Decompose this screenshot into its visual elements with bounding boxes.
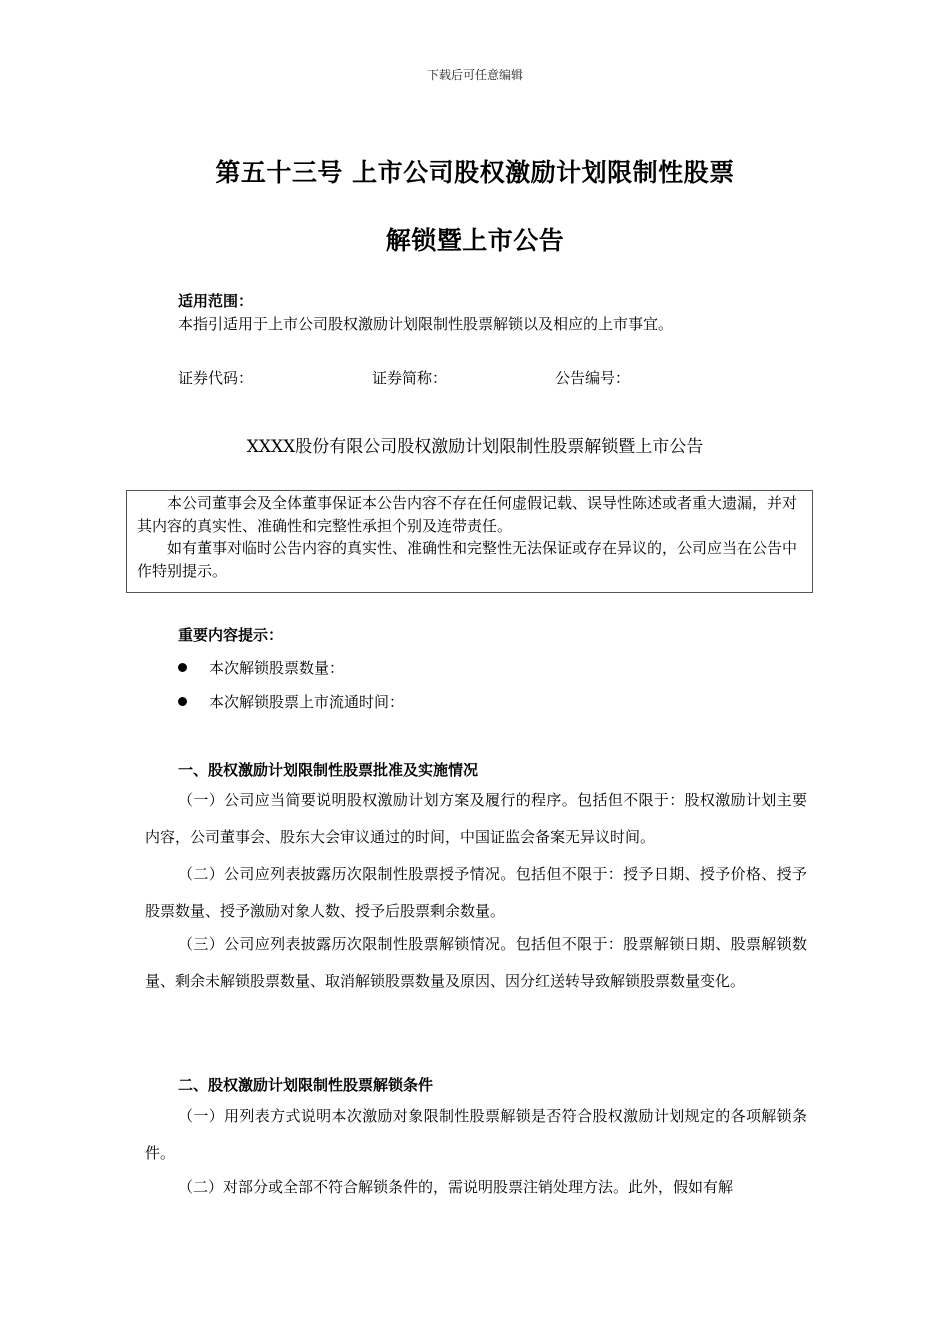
scope-label: 适用范围： (178, 292, 254, 310)
section-1-paragraph-1: （一）公司应当简要说明股权激励计划方案及履行的程序。包括但不限于：股权激励计划主要内容，公司董事会、股东大会审议通过的时间，中国证监会备案无异议时间。 (145, 791, 807, 846)
section-2-paragraph-2: （二）对部分或全部不符合解锁条件的，需说明股票注销处理方法。此外，假如有解 (178, 1178, 734, 1196)
section-1-paragraph-3: （三）公司应列表披露历次限制性股票解锁情况。包括但不限于：股票解锁日期、股票解锁数量、剩余未解锁股票数量、取消解锁股票数量及原因、因分红送转导致解锁股票数量变化。 (145, 935, 807, 990)
header-note: 下载后可任意编辑 (426, 68, 523, 82)
important-item (178, 691, 404, 712)
securities-code-label: 证券代码： (178, 369, 254, 387)
disclaimer-paragraph-1: 本公司董事会及全体董事保证本公告内容不存在任何虚假记载、误导性陈述或者重大遗漏，并对其内容的真实性、准确性和完整性承担个别及连带责任。 (137, 494, 798, 535)
important-item-text: 本次解锁股票数量： (209, 659, 345, 677)
important-label: 重要内容提示： (178, 626, 284, 644)
disclaimer-paragraph-2: 如有董事对临时公告内容的真实性、准确性和完整性无法保证或存在异议的，公司应当在公告中作特别提示。 (137, 539, 798, 580)
section-2-paragraph-1: （一）用列表方式说明本次激励对象限制性股票解锁是否符合股权激励计划规定的各项解锁条件。 (145, 1107, 807, 1162)
page-title-line2: 解锁暨上市公告 (385, 226, 565, 255)
section-2-heading: 二、股权激励计划限制性股票解锁条件 (178, 1076, 434, 1094)
announcement-number-label: 公告编号： (555, 369, 631, 387)
disclaimer-box (126, 490, 813, 593)
page-title-line1: 第五十三号 上市公司股权激励计划限制性股票 (215, 158, 735, 187)
section-1-heading: 一、股权激励计划限制性股票批准及实施情况 (178, 761, 479, 779)
announcement-title: XXXX股份有限公司股权激励计划限制性股票解锁暨上市公告 (246, 437, 704, 457)
bullet-icon (178, 697, 187, 706)
important-item (178, 657, 344, 678)
bullet-icon (178, 663, 187, 672)
important-item-text: 本次解锁股票上市流通时间： (209, 693, 405, 711)
scope-text: 本指引适用于上市公司股权激励计划限制性股票解锁以及相应的上市事宜。 (178, 315, 674, 333)
section-1-paragraph-2: （二）公司应列表披露历次限制性股票授予情况。包括但不限于：授予日期、授予价格、授予股票数量、授予激励对象人数、授予后股票剩余数量。 (145, 865, 807, 920)
securities-name-label: 证券简称： (372, 369, 448, 387)
